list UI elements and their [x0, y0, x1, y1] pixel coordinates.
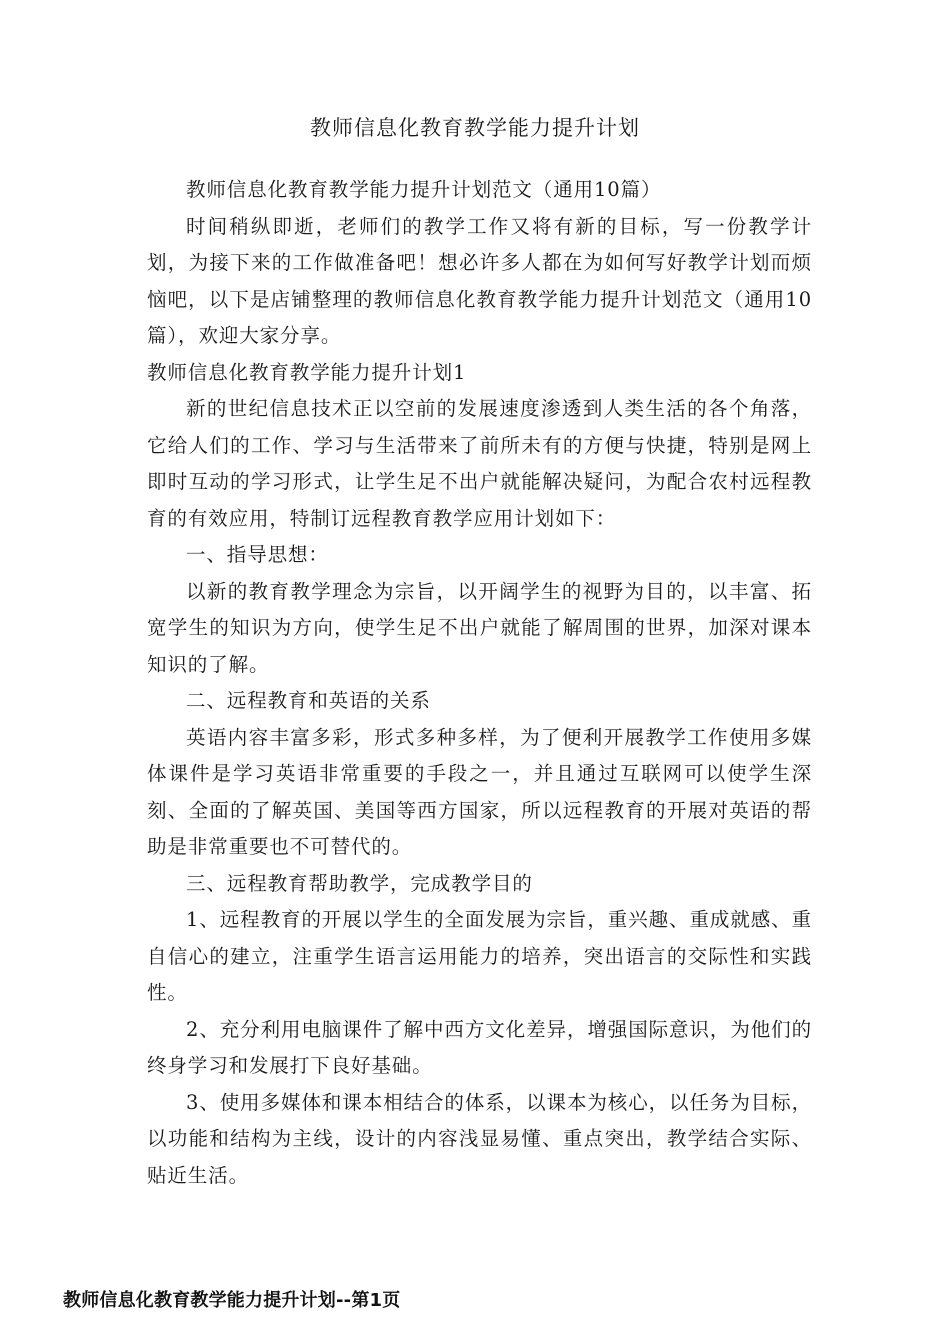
body-paragraph: 以新的教育教学理念为宗旨，以开阔学生的视野为目的，以丰富、拓宽学生的知识为方向，使学生足不出户就能了解周围的世界，加深对课本知识的了解。 [147, 579, 812, 676]
subtitle-paragraph: 教师信息化教育教学能力提升计划范文（通用10篇） [186, 178, 662, 201]
subheading: 一、指导思想： [186, 543, 329, 566]
section-heading: 教师信息化教育教学能力提升计划1 [147, 360, 467, 384]
intro-paragraph: 时间稍纵即逝，老师们的教学工作又将有新的目标，写一份教学计划，为接下来的工作做准备吧！想必许多人都在为如何写好教学计划而烦恼吧，以下是店铺整理的教师信息化教育教学能力提升计划范文（通用10篇），欢迎大家分享。 [147, 214, 812, 347]
page-footer: 教师信息化教育教学能力提升计划--第1页 [63, 1290, 401, 1311]
list-item: 2、充分利用电脑课件了解中西方文化差异，增强国际意识，为他们的终身学习和发展打下良好基础。 [147, 1017, 812, 1077]
document-body [147, 172, 812, 1194]
body-paragraph: 新的世纪信息技术正以空前的发展速度渗透到人类生活的各个角落，它给人们的工作、学习与生活带来了前所未有的方便与快捷，特别是网上即时互动的学习形式，让学生足不出户就能解决疑问，为配合农村远程教育的有效应用，特制订远程教育教学应用计划如下： [147, 397, 812, 530]
list-item: 3、使用多媒体和课本相结合的体系，以课本为核心，以任务为目标，以功能和结构为主线，设计的内容浅显易懂、重点突出，教学结合实际、贴近生活。 [147, 1090, 812, 1187]
document-title: 教师信息化教育教学能力提升计划 [310, 116, 640, 140]
subheading: 二、远程教育和英语的关系 [186, 689, 431, 712]
body-paragraph: 英语内容丰富多彩，形式多种多样，为了便利开展教学工作使用多媒体课件是学习英语非常重要的手段之一，并且通过互联网可以使学生深刻、全面的了解英国、美国等西方国家，所以远程教育的开展对英语的帮助是非常重要也不可替代的。 [147, 725, 812, 858]
subheading: 三、远程教育帮助教学，完成教学目的 [186, 871, 533, 895]
list-item: 1、远程教育的开展以学生的全面发展为宗旨，重兴趣、重成就感、重自信心的建立，注重学生语言运用能力的培养，突出语言的交际性和实践性。 [147, 908, 812, 1004]
